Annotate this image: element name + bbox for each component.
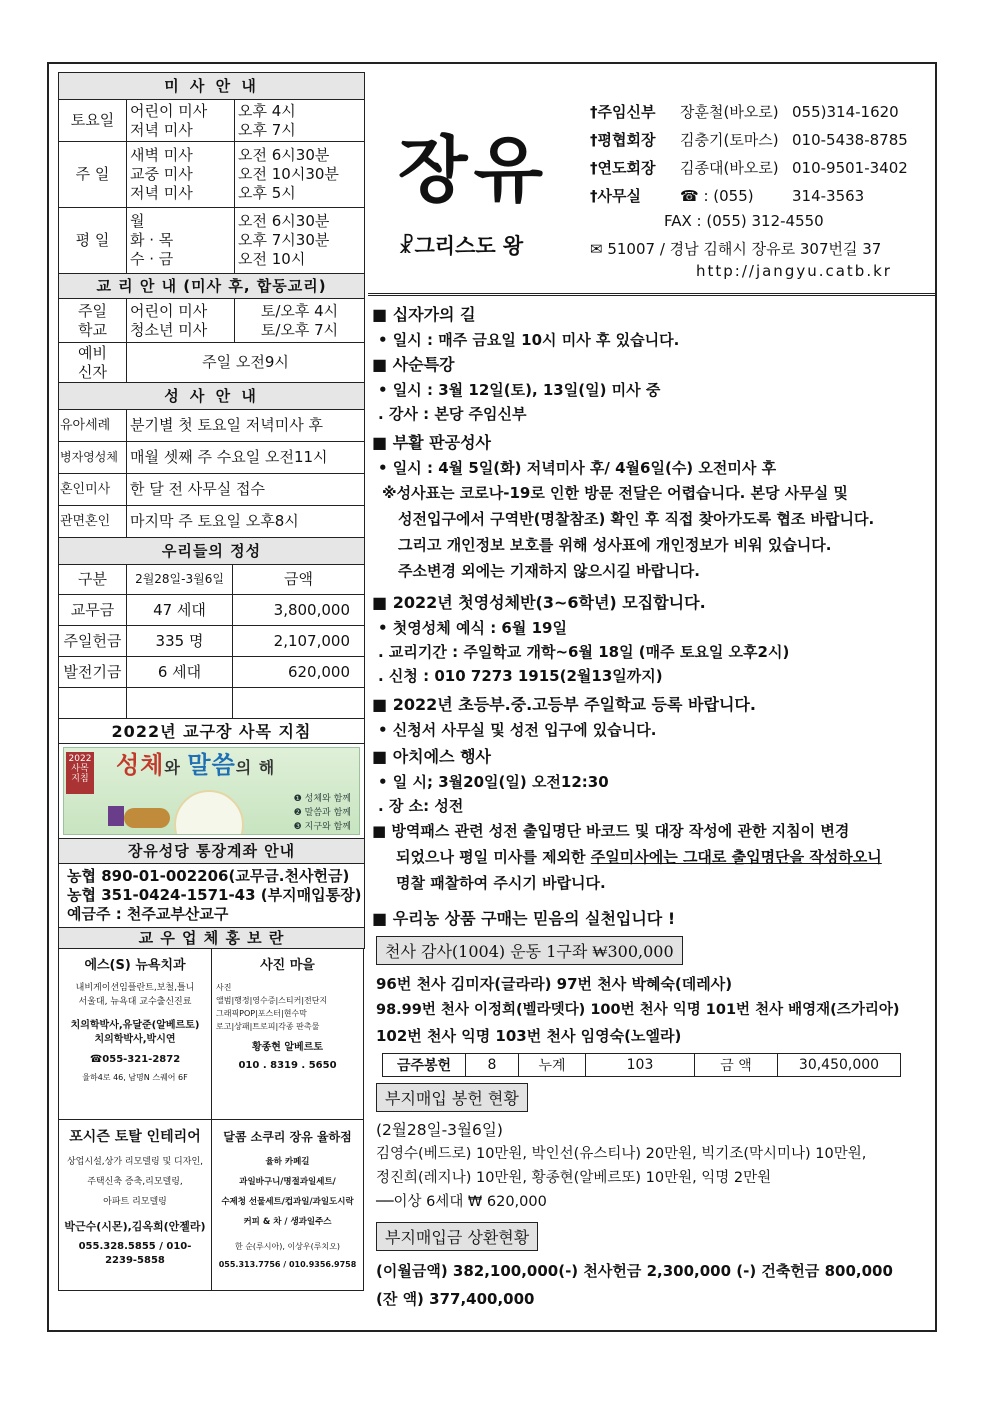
- angel-total-cell: 103: [586, 1054, 695, 1077]
- staff-name: 김충기(토마스): [680, 131, 779, 149]
- chalice-icon: [108, 806, 124, 826]
- angel-total-cell: 금 액: [695, 1054, 778, 1077]
- offering-empty-cell: [127, 688, 233, 719]
- offering-head: 2월28일-3월6일: [127, 565, 233, 595]
- postal-address: ✉ 51007 / 경남 김해시 장유로 307번길 37: [590, 240, 882, 258]
- news-line: . 장 소: 성전: [378, 797, 464, 815]
- staff-role: †평협회장: [590, 131, 656, 149]
- sacrament-value: 분기별 첫 토요일 저녁미사 후: [127, 410, 365, 442]
- offering-cell: 교무금: [59, 595, 127, 626]
- ad-name: 달콤 소쿠리 장유 율하점: [223, 1130, 352, 1144]
- news-line: 주소변경 외에는 기재하지 않으시길 바랍니다.: [398, 562, 700, 580]
- angel-total-cell: 누계: [519, 1054, 586, 1077]
- news-line: 그리고 개인정보 보호를 위해 성사표에 개인정보가 비워 있습니다.: [398, 536, 832, 554]
- offering-empty-cell: [59, 688, 127, 719]
- angel-total-cell: 8: [466, 1054, 519, 1077]
- bread-icon: [124, 808, 170, 828]
- offering-cell: 3,800,000: [233, 595, 365, 626]
- banner-title: [116, 751, 276, 779]
- ads-grid: [58, 949, 364, 1291]
- staff-phone: 010-5438-8785: [792, 131, 908, 149]
- banner-title-d: 의 해: [235, 758, 276, 777]
- ad-name: 사진 마을: [260, 958, 315, 973]
- mass-names-sunday: 새벽 미사 교중 미사 저녁 미사: [127, 142, 235, 208]
- news-heading: ■ 아치에스 행사: [372, 747, 491, 766]
- offering-head: 구분: [59, 565, 127, 595]
- offering-cell: 335 명: [127, 626, 233, 657]
- mass-times-saturday: 오후 4시 오후 7시: [235, 100, 365, 142]
- sacrament-value: 매월 셋째 주 수요일 오전11시: [127, 442, 365, 474]
- staff-role: †연도회장: [590, 159, 656, 177]
- catechumen-label: 예비 신자: [59, 343, 127, 383]
- ad-phone: 055.328.5855 / 010-2239-5858: [78, 1241, 192, 1266]
- header-divider: [368, 293, 936, 296]
- ad-name: 에스(S) 뉴욕치과: [84, 958, 186, 973]
- ad-phone: 055.313.7756 / 010.9356.9758: [218, 1260, 357, 1269]
- ad-people: 황종현 알베르토: [251, 1042, 324, 1053]
- sacrament-table: [58, 382, 365, 538]
- sacrament-value: 한 달 전 사무실 접수: [127, 474, 365, 506]
- banner-title-b: 와: [164, 758, 188, 777]
- staff-name: ☎ : (055): [680, 187, 754, 205]
- sacrament-label: 혼인미사: [59, 474, 127, 506]
- pastoral-title: 2022년 교구장 사목 지침: [59, 719, 365, 744]
- angel-total-cell: 30,450,000: [778, 1054, 901, 1077]
- staff-phone: 314-3563: [792, 187, 865, 205]
- news-line: . 교리기간 : 주일학교 개학~6월 18일 (매주 토요일 오후2시): [378, 643, 790, 661]
- banner-year-badge: 2022 사목 지침: [66, 752, 94, 794]
- ad-phone: ☎055-321-2872: [89, 1054, 181, 1065]
- land-line: ──이상 6세대 ₩ 620,000: [376, 1194, 547, 1210]
- news-line: • 첫영성체 예식 : 6월 19일: [378, 619, 567, 637]
- account-line: 농협 890-01-002206(교무금.천사헌금): [67, 867, 350, 885]
- offering-cell: 47 세대: [127, 595, 233, 626]
- ad-desc: 내비게이션임플란트,보철,틀니 서울대, 뉴욕대 교수출신진료: [75, 983, 195, 1007]
- news-heading: ■ 십자가의 길: [372, 305, 476, 324]
- news-column: [372, 302, 932, 1313]
- ad-photo: [212, 949, 363, 1119]
- staff-row: [590, 126, 930, 154]
- news-line: ※성사표는 코로나-19로 인한 방문 전달은 어렵습니다. 본당 사무실 및: [382, 484, 848, 502]
- mass-times-sunday: 오전 6시30분 오전 10시30분 오후 5시: [235, 142, 365, 208]
- account-line: 농협 351-0424-1571-43 (부지매입통장): [67, 886, 362, 904]
- news-heading: ■ 방역패스 관련 성전 출입명단 바코드 및 대장 작성에 관한 지침이 변경: [372, 822, 850, 840]
- banner-title-a: 성체: [116, 751, 165, 779]
- ad-people: 치의학박사,유달준(알베르토) 치의학박사,박시연: [70, 1020, 200, 1045]
- ad-people: 한 순(루시아), 이상우(루치오): [234, 1242, 341, 1251]
- offering-head: 금액: [233, 565, 365, 595]
- land-purchase-box: 부지매입 봉헌 현황: [376, 1083, 528, 1112]
- ad-desc: 상업시설,상가 리모델링 및 디자인, 주택신축 증축,리모델링, 아파트 리모델링: [66, 1157, 204, 1207]
- ad-dental: [59, 949, 211, 1119]
- feast-title: ☧그리스도 왕: [398, 234, 524, 258]
- left-column: [58, 72, 364, 1291]
- offering-table: [58, 537, 365, 949]
- angel-total-table: [382, 1053, 901, 1077]
- angel-line: 102번 천사 익명 103번 천사 임영숙(노엘라): [376, 1027, 682, 1045]
- account-line: 예금주 : 천주교부산교구: [67, 905, 229, 923]
- staff-phone: 055)314-1620: [792, 103, 899, 121]
- news-heading: ■ 우리농 상품 구매는 믿음의 실천입니다 !: [372, 909, 676, 928]
- staff-list: [590, 98, 930, 210]
- ad-interior: [59, 1119, 211, 1290]
- news-line: 명찰 패찰하여 주시기 바랍니다.: [396, 874, 606, 892]
- ad-address: 율하4로 46, 남명N 스퀘어 6F: [82, 1073, 188, 1082]
- host-icon: [174, 790, 244, 835]
- sacrament-label: 병자영성체: [59, 442, 127, 474]
- school-times: 토/오후 4시 토/오후 7시: [235, 299, 365, 343]
- land-line: 정진희(레지나) 10만원, 황종현(알베르또) 10만원, 익명 2만원: [376, 1170, 772, 1186]
- repayment-box: 부지매입금 상환현황: [376, 1222, 538, 1251]
- news-line: [396, 844, 932, 870]
- news-line: • 일시 : 3월 12일(토), 13일(일) 미사 중: [378, 381, 661, 399]
- website-link[interactable]: http://jangyu.catb.kr: [696, 262, 892, 280]
- news-line-part: 되었으나 평일 미사를 제외한: [396, 848, 591, 866]
- sacrament-title: 성 사 안 내: [59, 383, 365, 410]
- mass-names-saturday: 어린이 미사 저녁 미사: [127, 100, 235, 142]
- ad-desc: 사진 앨범|행정|영수증|스티커|전단지 그래픽POP|포스터|현수막 로고|상패|트로피|각종 판촉물: [216, 983, 328, 1031]
- news-heading: ■ 부활 판공성사: [372, 433, 491, 452]
- staff-row: [590, 182, 930, 210]
- land-line: 김영수(베드로) 10만원, 박인선(유스티나) 20만원, 빅기조(막시미나) 10만원,: [376, 1146, 867, 1162]
- sacrament-label: 유아세례: [59, 410, 127, 442]
- offering-cell: 주일헌금: [59, 626, 127, 657]
- news-line: • 일시 : 매주 금요일 10시 미사 후 있습니다.: [378, 331, 680, 349]
- staff-name: 장훈철(바오로): [680, 103, 779, 121]
- mass-table: [58, 72, 365, 383]
- offering-empty-cell: [233, 688, 365, 719]
- banner-items: ❶ 성체와 함께 ❷ 말씀과 함께 ❸ 지구와 함께: [293, 794, 351, 832]
- parish-logo: 장유: [398, 128, 550, 212]
- staff-role: †사무실: [590, 187, 641, 205]
- offering-cell: 620,000: [233, 657, 365, 688]
- angel-line: 98.99번 천사 이정희(벨라뎃다) 100번 천사 익명 101번 천사 배영재(즈가리아): [376, 1002, 900, 1018]
- mass-names-weekday: 월 화 · 목 수 · 금: [127, 208, 235, 274]
- ad-fruit: [212, 1119, 363, 1290]
- news-line: • 신청서 사무실 및 성전 입구에 있습니다.: [378, 721, 657, 739]
- ad-desc: 율하 카페길 과일바구니/명절과일세트/ 수제청 선물세트/컵과일/과일도시락 커피 & 차 / 생과일주스: [221, 1157, 354, 1227]
- staff-name: 김종대(바오로): [680, 159, 779, 177]
- catechumen-time: 주일 오전9시: [127, 343, 365, 383]
- offering-cell: 2,107,000: [233, 626, 365, 657]
- sacrament-value: 마지막 주 토요일 오후8시: [127, 506, 365, 538]
- mass-times-weekday: 오전 6시30분 오후 7시30분 오전 10시: [235, 208, 365, 274]
- news-line: • 일시 : 4월 5일(화) 저녁미사 후/ 4월6일(수) 오전미사 후: [378, 459, 777, 477]
- sacrament-label: 관면혼인: [59, 506, 127, 538]
- land-line: (2월28일-3월6일): [376, 1121, 503, 1139]
- staff-phone: 010-9501-3402: [792, 159, 908, 177]
- angel-total-cell: 금주봉헌: [383, 1054, 466, 1077]
- ad-people: 박근수(시몬),김옥희(안젤라): [64, 1220, 206, 1233]
- school-label: 주일 학교: [59, 299, 127, 343]
- news-heading: ■ 2022년 첫영성체반(3~6학년) 모집합니다.: [372, 593, 706, 612]
- ad-phone: 010 . 8319 . 5650: [238, 1060, 337, 1071]
- ad-name: 포시즌 토탈 인테리어: [69, 1129, 201, 1145]
- mass-label-weekday: 평 일: [59, 208, 127, 274]
- staff-row: [590, 98, 930, 126]
- masthead: [368, 72, 936, 292]
- news-line: . 강사 : 본당 주임신부: [378, 405, 527, 423]
- repay-line: (잔 액) 377,400,000: [376, 1290, 535, 1308]
- staff-row: [590, 154, 930, 182]
- news-line: • 일 시; 3월20일(일) 오전12:30: [378, 773, 609, 791]
- news-heading: ■ 2022년 초등부.중.고등부 주일학교 등록 바랍니다.: [372, 695, 756, 714]
- mass-label-saturday: 토요일: [59, 100, 127, 142]
- repay-line: (이월금액) 382,100,000(-) 천사헌금 2,300,000 (-) 건축헌금 800,000: [376, 1262, 893, 1280]
- ads-title: 교 우 업 체 홍 보 란: [59, 928, 365, 949]
- school-names: 어린이 미사 청소년 미사: [127, 299, 235, 343]
- angel-line: 96번 천사 김미자(글라라) 97번 천사 박혜숙(데레사): [376, 975, 733, 993]
- mass-label-sunday: 주 일: [59, 142, 127, 208]
- staff-role: †주임신부: [590, 103, 656, 121]
- offering-title: 우리들의 정성: [59, 538, 365, 565]
- offering-cell: 발전기금: [59, 657, 127, 688]
- fax-number: FAX : (055) 312-4550: [664, 212, 824, 230]
- mass-title: 미 사 안 내: [59, 73, 365, 100]
- angel-campaign-box: 천사 감사(1004) 운동 1구좌 ₩300,000: [376, 936, 683, 965]
- offering-cell: 6 세대: [127, 657, 233, 688]
- pastoral-banner: [63, 747, 360, 835]
- account-title: 장유성당 통장계좌 안내: [59, 839, 365, 864]
- catechism-title: 교 리 안 내 (미사 후, 합동교리): [59, 274, 365, 299]
- news-line-underlined: 주일미사에는 그대로 출입명단을 작성하오니: [590, 848, 882, 866]
- news-line: 성전입구에서 구역반(명찰참조) 확인 후 직접 찾아가도록 협조 바랍니다.: [398, 510, 875, 528]
- news-heading: ■ 사순특강: [372, 355, 455, 374]
- news-line: . 신청 : 010 7273 1915(2월13일까지): [378, 667, 663, 685]
- banner-title-c: 말씀: [187, 751, 236, 779]
